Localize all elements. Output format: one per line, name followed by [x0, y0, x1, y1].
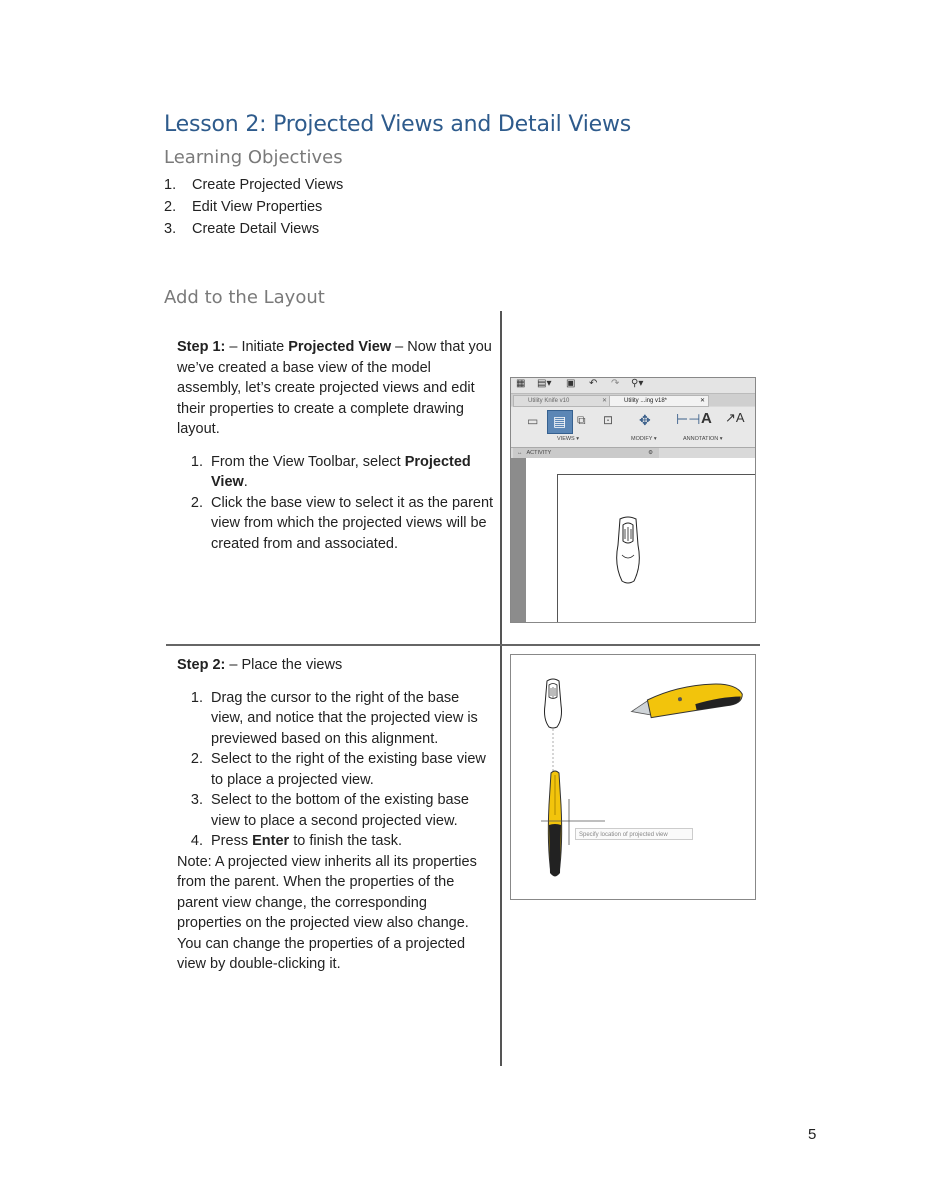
- drawing-sheet: [557, 474, 756, 623]
- settings-icon: ⚙: [648, 450, 653, 456]
- list-text: [211, 452, 495, 493]
- canvas-margin: [511, 458, 526, 622]
- step1-label: Step 1:: [177, 339, 226, 355]
- close-icon: ✕: [601, 398, 607, 404]
- step1-cell: [177, 337, 495, 554]
- list-item: [177, 831, 495, 852]
- list-text: [211, 831, 402, 852]
- objective-number: 3.: [164, 221, 177, 237]
- list-item: [177, 452, 495, 493]
- move-icon: ✥: [639, 412, 651, 428]
- text-run: Click the base view to select it as the parent view from which the projected views will be created from and associated.: [211, 494, 494, 552]
- objective-text: Edit View Properties: [192, 199, 323, 215]
- lesson-title: Lesson 2: Projected Views and Detail Views: [164, 112, 632, 137]
- objective-item: [164, 218, 343, 240]
- step1-dash: – Initiate: [225, 339, 289, 355]
- objective-text: Create Detail Views: [192, 221, 320, 237]
- objective-text: Create Projected Views: [192, 177, 344, 193]
- list-text: Drag the cursor to the right of the base view, and notice that the projected view is previewed based on this alignment.: [211, 689, 478, 747]
- grid-menu-icon: ▦: [516, 378, 526, 389]
- list-item: [177, 688, 495, 750]
- step2-intro: [177, 655, 495, 676]
- objective-item: [164, 196, 343, 218]
- undo-icon: ↶: [589, 378, 598, 389]
- tab-utility-drawing: [609, 395, 709, 407]
- step2-rest: – Place the views: [225, 657, 343, 673]
- activity-panel: [513, 448, 659, 458]
- projected-view-icon: ▤: [553, 413, 567, 429]
- expand-icon: ↔: [517, 450, 523, 456]
- views-ribbon: [511, 407, 755, 448]
- list-number: 1.: [190, 689, 203, 706]
- file-icon: ▤▾: [537, 378, 552, 389]
- step2-list: [177, 688, 495, 852]
- close-icon: ✕: [699, 398, 705, 404]
- objectives-list: [164, 174, 343, 240]
- save-icon: ▣: [566, 378, 576, 389]
- redo-icon: ↷: [611, 378, 620, 389]
- detail-view-icon: ⊡: [603, 413, 614, 427]
- step2-note: Note: A projected view inherits all its properties from the parent. When the properties of the parent view change, the corresponding properties on the projected view also change. You can change the properties of a projected view by double-clicking it.: [177, 853, 477, 972]
- base-view-drawing: [545, 679, 562, 728]
- objective-number: 2.: [164, 199, 177, 215]
- list-text: Select to the bottom of the existing base view to place a second projected view.: [211, 792, 469, 829]
- list-number: 1.: [190, 453, 203, 470]
- table-horizontal-divider: [166, 644, 760, 646]
- placement-screenshot: [510, 654, 756, 900]
- bold-run: Enter: [252, 833, 290, 849]
- right-projected-knife: [629, 676, 744, 726]
- step1-rest: – Now that you we’ve created a base view of the model assembly, let’s create projected views and edit their properties to create a complete drawing layout.: [177, 339, 492, 437]
- list-number: 2.: [190, 751, 203, 767]
- application-bar: [511, 378, 755, 394]
- list-text: Select to the right of the existing base view to place a projected view.: [211, 751, 486, 788]
- document-tabs: [511, 394, 755, 406]
- text-run: .: [243, 474, 248, 490]
- step1-bold: Projected View: [288, 339, 392, 355]
- text-run: Press: [211, 833, 253, 849]
- views-group-label: VIEWS ▾: [557, 436, 580, 442]
- objective-number: 1.: [164, 177, 177, 193]
- objective-item: [164, 174, 343, 196]
- placement-tooltip: Specify location of projected view: [575, 828, 693, 840]
- text-icon: A: [701, 410, 712, 427]
- list-item: [177, 790, 495, 831]
- step1-intro: [177, 337, 495, 440]
- tab-label: Utility Knife v10: [528, 398, 570, 404]
- list-item: [177, 493, 495, 555]
- list-text: [211, 493, 495, 555]
- annotation-group-label: ANNOTATION ▾: [683, 436, 723, 442]
- dimension-icon: ⊢⊣: [676, 411, 701, 427]
- list-number: 3.: [190, 792, 203, 808]
- projected-views-illustration: [511, 655, 755, 899]
- section-heading: Add to the Layout: [164, 287, 325, 308]
- base-view-knife-drawing: [608, 515, 648, 585]
- list-number: 2.: [190, 494, 203, 511]
- leader-icon: ↗A: [725, 410, 745, 425]
- page-number: 5: [808, 1126, 817, 1143]
- tab-label: Utility ...ing v18*: [624, 398, 668, 404]
- table-vertical-divider: [500, 311, 502, 1066]
- step2-cell: [177, 655, 495, 975]
- step1-list: [177, 452, 495, 555]
- toolbar-screenshot: [510, 377, 756, 623]
- modify-group-label: MODIFY ▾: [631, 436, 657, 442]
- list-number: 4.: [190, 833, 203, 849]
- step2-label: Step 2:: [177, 657, 226, 673]
- text-run: to finish the task.: [289, 833, 403, 849]
- objectives-heading: Learning Objectives: [164, 147, 343, 168]
- list-item: [177, 749, 495, 790]
- bold-run: Projected View: [211, 453, 471, 490]
- projected-view-button: [547, 410, 573, 434]
- base-view-icon: ▭: [527, 414, 539, 428]
- text-run: From the View Toolbar, select: [211, 453, 405, 470]
- activity-label: ACTIVITY: [526, 450, 552, 456]
- tab-utility-knife: [513, 395, 611, 407]
- bottom-projected-knife: [548, 771, 561, 876]
- section-view-icon: ⧉: [577, 413, 586, 427]
- link-icon: ⚲▾: [631, 378, 644, 389]
